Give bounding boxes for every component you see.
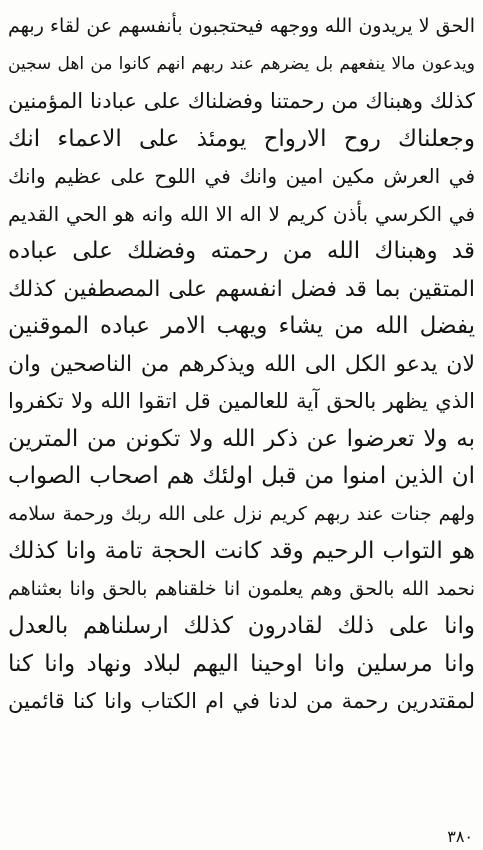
manuscript-line-3: كذلك وهبناك من رحمتنا وفضلناك على عبادنا المؤمنين [8,89,475,113]
manuscript-line-11: الذي يظهر بالحق آية للعالمين قل اتقوا الله ولا تكفروا [8,389,475,413]
manuscript-line-4: وجعلناك روح الارواح يومئذ على الاعماء انك [8,125,475,152]
manuscript-line-9: يفضل الله من يشاء ويهب الامر عباده الموقنين [8,313,475,339]
manuscript-line-14: ولهم جنات عند ربهم كريم نزل على الله ربك ورحمة سلامه [8,502,475,525]
manuscript-line-8: المتقين بما قد فضل انفسهم على المصطفين كذلك [8,276,475,302]
manuscript-line-15: هو التواب الرحيم وقد كانت الحجة تامة وانا كذلك [8,538,475,564]
manuscript-line-17: وانا على ذلك لقادرون كذلك ارسلناهم بالعدل [8,613,475,639]
manuscript-line-19: لمقتدرين رحمة من لدنا في ام الكتاب وانا كنا قائمين [8,689,475,713]
manuscript-line-12: به ولا تعرضوا عن ذكر الله ولا تكونن من المترين [8,425,475,452]
manuscript-line-10: لان يدعو الكل الى الله ويذكرهم من الناصحين وان [8,351,475,377]
manuscript-line-18: وانا مرسلين وانا اوحينا اليهم لبلاد ونهاد وانا كنا [8,650,475,677]
manuscript-line-5: في العرش مكين امين وانك في اللوح على عظيم وانك [8,164,475,188]
manuscript-line-2: ويدعون مالا ينفعهم بل يضرهم عند ربهم انهم كانوا من اهل سجين [8,53,475,74]
manuscript-line-1: الحق لا يريدون الله ووجهه فيحتجبون بأنفسهم عن لقاء ربهم [8,15,475,37]
manuscript-line-16: نحمد الله بالحق وهم يعلمون انا خلقناهم بالحق وانا بعثناهم [8,577,475,600]
manuscript-text [8,8,475,721]
page-number: ۳۸۰ [447,827,473,846]
manuscript-line-13: ان الذين امنوا من قبل اولئك هم اصحاب الصواب [8,463,475,489]
manuscript-line-6: في الكرسي بأذن كريم لا اله الا الله وانه هو الحي القديم [8,201,475,226]
manuscript-line-7: قد وهبناك الله من رحمته وفضلك على عباده [8,238,475,264]
